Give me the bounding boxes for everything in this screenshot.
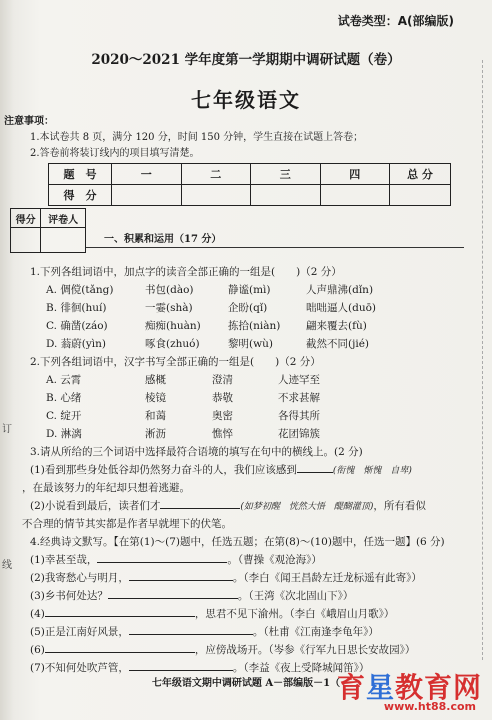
recitation-line	[30, 642, 415, 657]
watermark-star-text: 星	[365, 671, 395, 704]
question-3-sentence-2-cont: 不合理的情节其实都是作者早就埋下的伏笔。	[22, 518, 232, 530]
line-prefix: (2)我寄愁心与明月，	[30, 572, 129, 584]
score-input-cell[interactable]	[181, 185, 251, 206]
watermark-text: 教育网	[394, 671, 482, 704]
word: 截然不同(jié)	[306, 338, 370, 350]
option-d[interactable]: D. 淋漓	[46, 428, 82, 440]
word: 花团锦簇	[278, 428, 320, 440]
score-input-cell[interactable]	[251, 185, 321, 206]
paper-type-label: 试卷类型：A(部编版)	[337, 14, 454, 28]
grader-table	[10, 208, 86, 253]
line-suffix: 。（李白《闻王昌龄左迁龙标遥有此寄》）	[232, 572, 422, 584]
word: 一霎(shà)	[145, 302, 193, 314]
note-item: 2.答卷前将装订线内的项目填写清楚。	[30, 148, 200, 159]
answer-blank[interactable]	[108, 598, 238, 599]
exam-title: 2020～2021 学年度第一学期期中调研试题（卷）	[91, 52, 401, 68]
word: 奥密	[212, 410, 233, 422]
word: 不求甚解	[278, 392, 320, 404]
question-2-stem: 2.下列各组词语中，汉字书写全部正确的一组是( )（2 分）	[30, 356, 321, 368]
question-1-stem: 1.下列各组词语中，加点字的读音全部正确的一组是( )（2 分）	[30, 266, 342, 278]
score-cell: 三	[251, 164, 321, 185]
sentence-text: (1)看到那些身处低谷却仍然努力奋斗的人，我们应该感到	[30, 464, 297, 476]
watermark-url: www.ht88.com	[383, 700, 476, 713]
word-choices: (衔愧 惭愧 自卑)	[332, 466, 412, 476]
binding-edge-mark: 线	[2, 560, 12, 571]
line-suffix: 。（李益《夜上受降城闻笛》）	[232, 662, 370, 674]
line-prefix: (7)不知何处吹芦管，	[30, 662, 129, 674]
word: 棱镜	[145, 392, 166, 404]
line-suffix: 。（王湾《次北固山下》）	[237, 590, 354, 602]
option-b[interactable]: B. 心绪	[46, 392, 82, 404]
option-a[interactable]: A. 倜傥(tǎng)	[46, 284, 114, 296]
watermark-text: 育	[336, 671, 366, 704]
recitation-line	[30, 552, 322, 567]
answer-blank[interactable]	[129, 670, 233, 671]
line-prefix: (3)乡书何处达？	[30, 590, 108, 602]
option-b[interactable]: B. 徘徊(huí)	[46, 302, 107, 314]
answer-blank[interactable]	[45, 652, 195, 653]
binding-edge-mark: 订	[2, 424, 12, 435]
word: 啄食(zhuó)	[145, 338, 200, 350]
note-item: 1.本试卷共 8 页，满分 120 分，时间 150 分钟，学生直接在试题上答卷；	[30, 132, 364, 143]
word: 静谧(mì)	[228, 284, 271, 296]
word: 各得其所	[278, 410, 320, 422]
score-cell: 总 分	[390, 164, 451, 185]
word: 澄清	[212, 374, 233, 386]
line-suffix: ，应傍战场开。（岑参《行军九日思长安故园》）	[194, 644, 416, 656]
word: 人迹罕至	[278, 374, 320, 386]
recitation-line	[30, 660, 369, 675]
word: 翩来覆去(fù)	[306, 320, 367, 332]
section-divider	[86, 247, 464, 248]
word: 企盼(qǐ)	[228, 302, 268, 314]
option-a[interactable]: A. 云霄	[46, 374, 82, 386]
score-input-cell[interactable]	[112, 185, 182, 206]
binding-line	[482, 60, 484, 660]
line-suffix: 。（杜甫《江南逢李龟年》）	[252, 626, 379, 638]
answer-blank[interactable]	[129, 634, 253, 635]
option-c[interactable]: C. 绽开	[46, 410, 82, 422]
word: 咄咄逼人(duō)	[306, 302, 376, 314]
notes-heading: 注意事项：	[4, 116, 54, 127]
option-d[interactable]: D. 蓊蔚(yìn)	[46, 338, 106, 350]
word: 痴痴(huàn)	[145, 320, 201, 332]
sentence-text: ，所有看似	[373, 500, 426, 512]
score-input-cell[interactable]	[320, 185, 390, 206]
word: 黎明(wù)	[228, 338, 273, 350]
sentence-text: (2)小说看到最后，读者们才	[30, 500, 161, 512]
word-choices: (如梦初醒 恍然大悟 醍醐灌顶)	[240, 502, 374, 512]
word: 拣拾(niàn)	[228, 320, 281, 332]
score-input-cell[interactable]	[390, 185, 451, 206]
score-cell: 二	[181, 164, 251, 185]
line-suffix: ，思君不见下渝州。（李白《峨眉山月歌》）	[194, 608, 395, 620]
recitation-line	[30, 624, 379, 639]
option-c[interactable]: C. 确凿(záo)	[46, 320, 108, 332]
word: 书包(dào)	[145, 284, 194, 296]
answer-blank[interactable]	[97, 562, 227, 563]
score-cell: 得 分	[49, 185, 112, 206]
word: 和蔼	[145, 410, 166, 422]
question-3-sentence-2	[30, 498, 426, 513]
line-prefix: (4)	[30, 608, 45, 620]
word: 感概	[145, 374, 166, 386]
word: 人声鼎沸(dǐn)	[306, 284, 374, 296]
recitation-line	[30, 588, 353, 603]
answer-blank[interactable]	[129, 580, 233, 581]
word: 憔悴	[212, 428, 233, 440]
question-3-sentence-1-cont: ，在最该努力的年纪却只想着逃避。	[22, 482, 190, 494]
answer-blank[interactable]	[160, 508, 240, 509]
word: 恭敬	[212, 392, 233, 404]
grader-name-cell[interactable]	[41, 228, 86, 253]
line-prefix: (5)正是江南好风景，	[30, 626, 129, 638]
question-3-sentence-1	[30, 462, 412, 477]
question-3-stem: 3.请从所给的三个词语中选择最符合语境的填写在句中的横线上。(2 分)	[30, 446, 363, 458]
page-footer: 七年级语文期中调研试题 A－部编版－1（	[151, 678, 341, 689]
score-cell: 题 号	[49, 164, 112, 185]
exam-subject: 七年级语文	[191, 88, 301, 112]
line-prefix: (1)幸甚至哉，	[30, 554, 98, 566]
line-suffix: 。（曹操《观沧海》）	[227, 554, 322, 566]
grader-score-header: 得分	[11, 209, 41, 228]
answer-blank[interactable]	[45, 616, 195, 617]
recitation-line	[30, 570, 422, 585]
line-prefix: (6)	[30, 644, 45, 656]
word: 淅沥	[145, 428, 166, 440]
score-cell: 一	[112, 164, 182, 185]
score-table	[48, 163, 451, 206]
recitation-line	[30, 606, 394, 621]
score-cell: 四	[320, 164, 390, 185]
grader-score-cell[interactable]	[11, 228, 41, 253]
score-table-header-row	[49, 164, 451, 185]
question-4-stem: 4.经典诗文默写。【在第(1)～(7)题中，任选五题；在第(8)～(10)题中，任选一题】(6 分)	[30, 536, 445, 548]
answer-blank[interactable]	[297, 472, 333, 473]
grader-name-header: 评卷人	[41, 209, 86, 228]
section-title: 一、积累和运用（17 分）	[104, 234, 222, 245]
score-table-score-row	[49, 185, 451, 206]
